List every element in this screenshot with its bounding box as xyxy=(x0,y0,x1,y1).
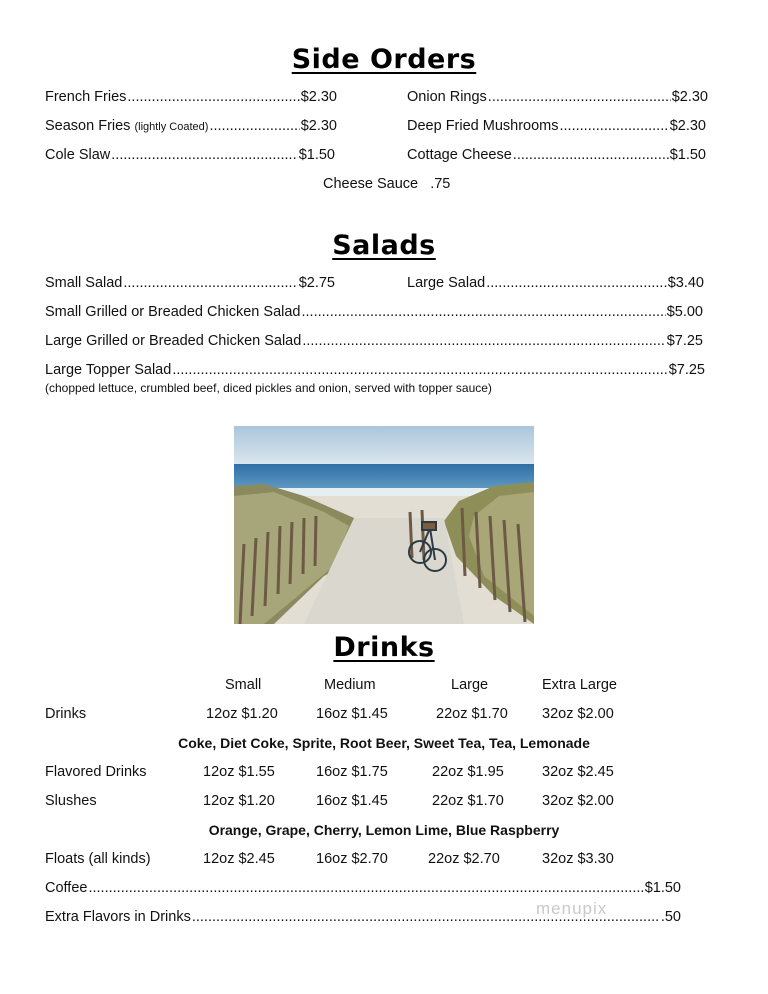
drink-row-name: Flavored Drinks xyxy=(45,764,147,780)
size-header-medium: Medium xyxy=(324,677,376,693)
drink-row-name: Slushes xyxy=(45,793,97,809)
size-header-small: Small xyxy=(225,677,262,693)
menu-item-cole-slaw: Cole Slaw ..... $1.50 xyxy=(45,147,335,163)
menu-item-large-topper-salad: Large Topper Salad ..... $7.25 xyxy=(45,362,705,378)
menu-item-cottage-cheese: Cottage Cheese ..... $1.50 xyxy=(407,147,706,163)
beach-path-image xyxy=(234,426,534,624)
menu-item-french-fries: French Fries ..... $2.30 xyxy=(45,89,337,105)
drink-price: 32oz $3.30 xyxy=(542,851,614,867)
drink-price: 16oz $1.45 xyxy=(316,793,388,809)
sky xyxy=(234,426,534,466)
drink-row-name: Floats (all kinds) xyxy=(45,851,151,867)
soda-flavors: Coke, Diet Coke, Sprite, Root Beer, Sweet Tea, Tea, Lemonade xyxy=(178,735,590,751)
menupix-watermark: menupix xyxy=(536,899,608,918)
drink-price: 22oz $1.95 xyxy=(432,764,504,780)
drink-price: 32oz $2.00 xyxy=(542,793,614,809)
drink-row-name: Drinks xyxy=(45,706,87,722)
drink-price: 32oz $2.00 xyxy=(542,706,614,722)
menu-item-large-chicken-salad: Large Grilled or Breaded Chicken Salad ..... $7.25 xyxy=(45,333,703,349)
side-orders-heading: Side Orders xyxy=(291,44,477,75)
menu-item-coffee: Coffee ..... $1.50 xyxy=(45,880,681,896)
topper-salad-note: (chopped lettuce, crumbled beef, diced pickles and onion, served with topper sauce) xyxy=(45,381,492,395)
menu-item-small-chicken-salad: Small Grilled or Breaded Chicken Salad ..... $5.00 xyxy=(45,304,703,320)
drink-price: 22oz $2.70 xyxy=(428,851,500,867)
drink-price: 22oz $1.70 xyxy=(436,706,508,722)
drink-price: 12oz $2.45 xyxy=(203,851,275,867)
drink-price: 12oz $1.55 xyxy=(203,764,275,780)
drink-price: 12oz $1.20 xyxy=(203,793,275,809)
drink-price: 16oz $1.45 xyxy=(316,706,388,722)
drink-price: 12oz $1.20 xyxy=(206,706,278,722)
menu-item-cheese-sauce: Cheese Sauce .75 xyxy=(323,176,451,192)
drink-price: 32oz $2.45 xyxy=(542,764,614,780)
size-header-large: Large xyxy=(451,677,489,693)
size-header-extra-large: Extra Large xyxy=(542,677,617,693)
menu-item-small-salad: Small Salad ..... $2.75 xyxy=(45,275,335,291)
menu-item-extra-flavors: Extra Flavors in Drinks ..... .50 xyxy=(45,909,681,925)
drink-price: 16oz $2.70 xyxy=(316,851,388,867)
menu-item-large-salad: Large Salad ..... $3.40 xyxy=(407,275,704,291)
drinks-heading: Drinks xyxy=(333,632,435,663)
menu-item-onion-rings: Onion Rings ..... $2.30 xyxy=(407,89,708,105)
menu-item-season-fries: Season Fries (lightly Coated) ..... $2.30 xyxy=(45,118,337,134)
menu-item-deep-fried-mushrooms: Deep Fried Mushrooms ..... $2.30 xyxy=(407,118,706,134)
drink-price: 22oz $1.70 xyxy=(432,793,504,809)
slush-flavors: Orange, Grape, Cherry, Lemon Lime, Blue Raspberry xyxy=(208,822,560,838)
salads-heading: Salads xyxy=(332,230,436,261)
drink-price: 16oz $1.75 xyxy=(316,764,388,780)
